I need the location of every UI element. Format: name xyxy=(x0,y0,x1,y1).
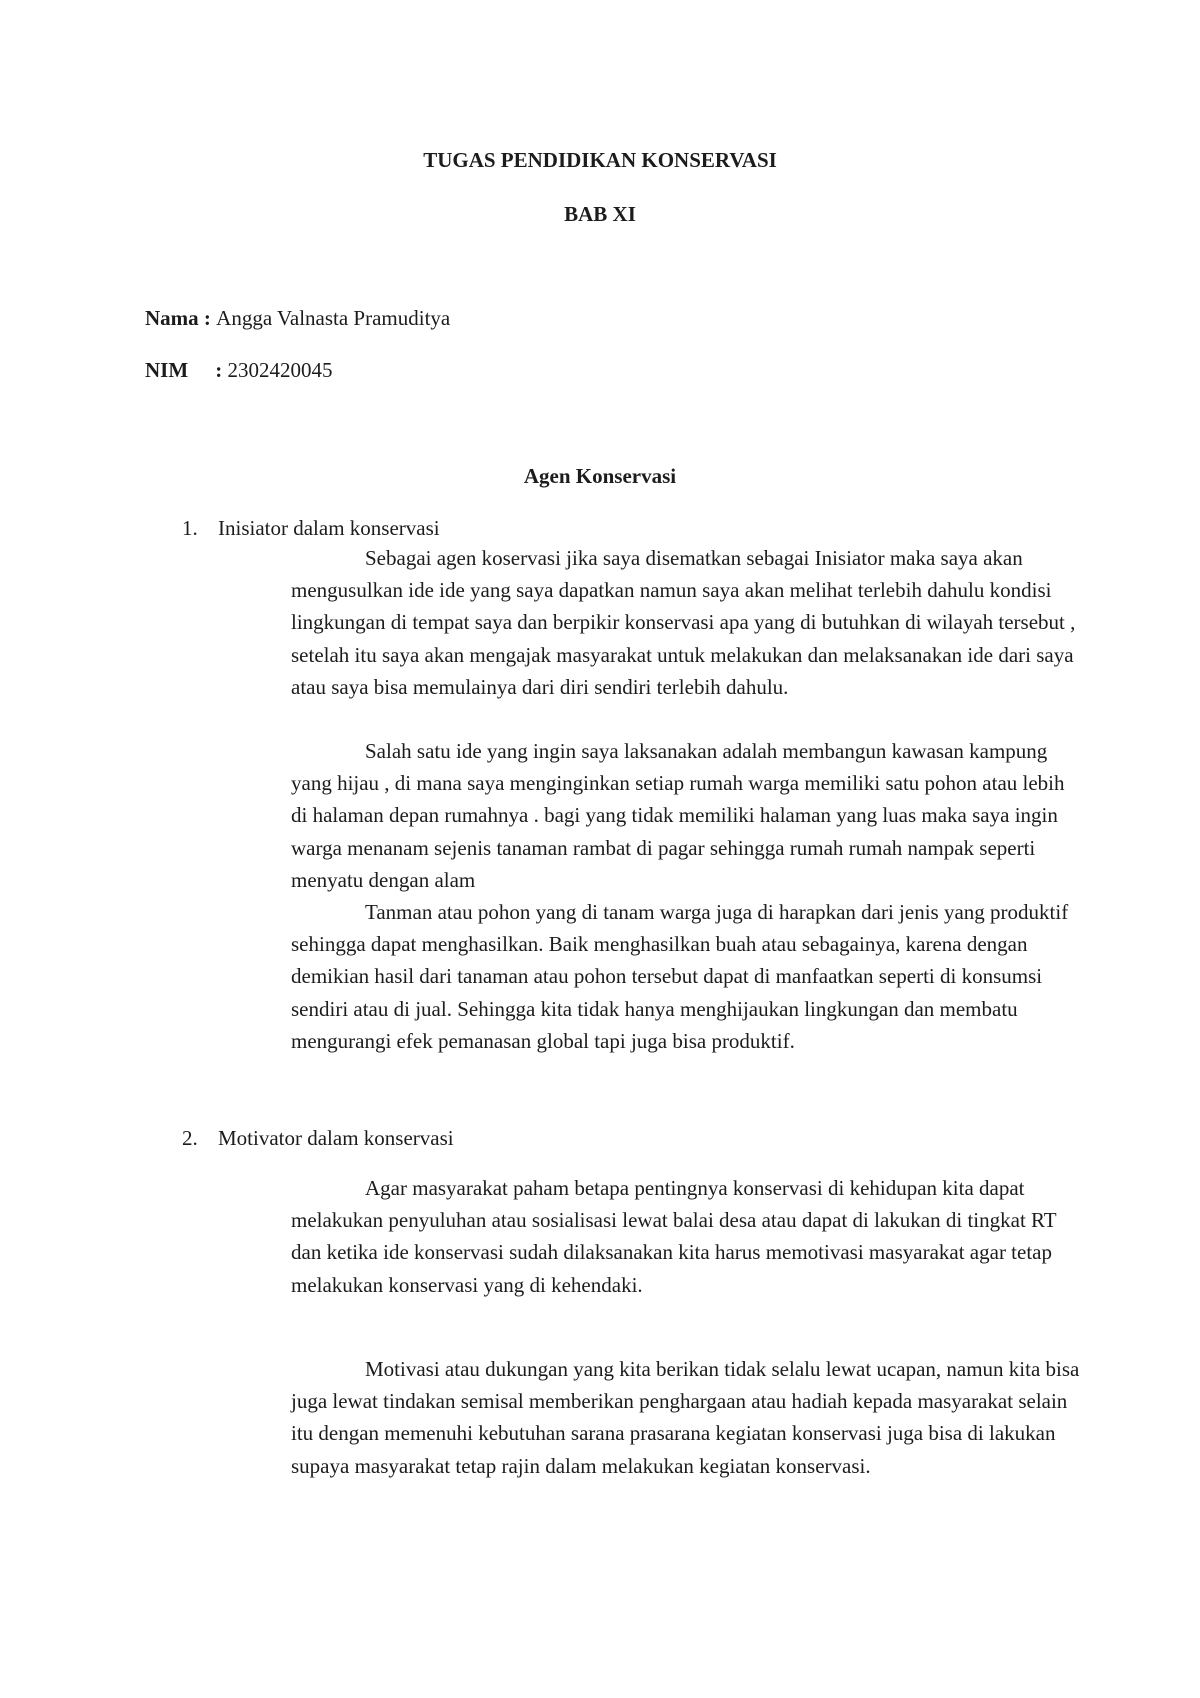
list-number: 1. xyxy=(182,516,198,540)
chapter-label: BAB XI xyxy=(564,202,636,226)
name-colon: : xyxy=(203,306,211,330)
document-title: TUGAS PENDIDIKAN KONSERVASI xyxy=(423,148,777,172)
nim-label: NIM xyxy=(145,358,189,382)
name-row xyxy=(145,304,450,332)
paragraph-motivator-2: Motivasi atau dukungan yang kita berikan tidak selalu lewat ucapan, namun kita bisa juga lewat tindakan semisal memberikan penghargaan atau hadiah kepada masyarakat selain itu dengan memenuhi kebutuhan sarana prasarana kegiatan konservasi juga bisa di lakukan supaya masyarakat tetap rajin dalam melakukan kegiatan konservasi. xyxy=(291,1357,1080,1478)
paragraph-motivator-1: Agar masyarakat paham betapa pentingnya konservasi di kehidupan kita dapat melakukan penyuluhan atau sosialisasi lewat balai desa atau dapat di lakukan di tingkat RT dan ketika ide konservasi sudah dilaksanakan kita harus memotivasi masyarakat agar tetap melakukan konservasi yang di kehendaki. xyxy=(291,1176,1057,1297)
paragraph-inisiator-2: Salah satu ide yang ingin saya laksanakan adalah membangun kawasan kampung yang hijau , di mana saya menginginkan setiap rumah warga memiliki satu pohon atau lebih di halaman depan rumahnya . bagi yang tidak memiliki halaman yang luas maka saya ingin warga menanam sejenis tanaman rambat di pagar sehingga rumah rumah nampak seperti menyatu dengan alam xyxy=(291,739,1065,892)
list-heading: Inisiator dalam konservasi xyxy=(218,516,440,540)
name-value: Angga Valnasta Pramuditya xyxy=(216,306,451,330)
paragraph-inisiator-3: Tanman atau pohon yang di tanam warga juga di harapkan dari jenis yang produktif sehingga dapat menghasilkan. Baik menghasilkan buah atau sebagainya, karena dengan demikian hasil dari tanaman atau pohon tersebut dapat di manfaatkan seperti di konsumsi sendiri atau di jual. Sehingga kita tidak hanya menghijaukan lingkungan dan membatu mengurangi efek pemanasan global tapi juga bisa produktif. xyxy=(291,900,1069,1053)
list-item-motivator xyxy=(182,1124,454,1152)
name-label: Nama xyxy=(145,306,199,330)
nim-row xyxy=(145,356,333,384)
list-item-inisiator xyxy=(182,514,440,542)
list-number: 2. xyxy=(182,1126,198,1150)
list-heading: Motivator dalam konservasi xyxy=(218,1126,454,1150)
nim-colon: : xyxy=(215,358,223,382)
section-title: Agen Konservasi xyxy=(523,464,677,488)
nim-value: 2302420045 xyxy=(227,358,333,382)
paragraph-inisiator-1: Sebagai agen koservasi jika saya disematkan sebagai Inisiator maka saya akan mengusulkan ide ide yang saya dapatkan namun saya akan melihat terlebih dahulu kondisi lingkungan di tempat saya dan berpikir konservasi apa yang di butuhkan di wilayah tersebut , setelah itu saya akan mengajak masyarakat untuk melakukan dan melaksanakan ide dari saya atau saya bisa memulainya dari diri sendiri terlebih dahulu. xyxy=(291,546,1076,699)
